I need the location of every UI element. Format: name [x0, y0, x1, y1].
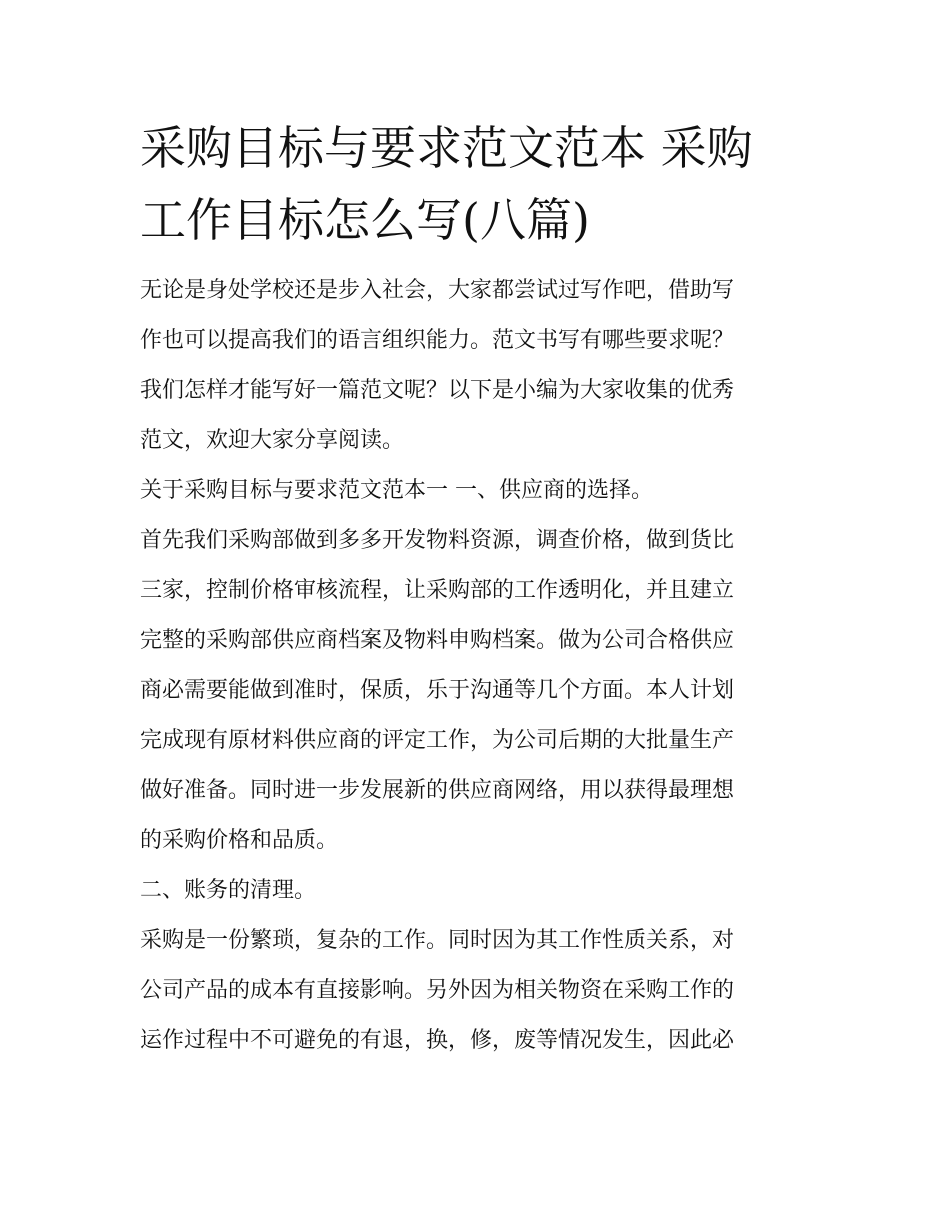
- text-line: 完成现有原材料供应商的评定工作，为公司后期的大批量生产: [140, 728, 735, 753]
- paragraph-section-heading-1: [140, 466, 812, 516]
- text-line: 做好准备。同时进一步发展新的供应商网络，用以获得最理想: [140, 778, 735, 803]
- text-line: 三家，控制价格审核流程，让采购部的工作透明化，并且建立: [140, 578, 735, 603]
- text-line: 采购是一份繁琐，复杂的工作。同时因为其工作性质关系，对: [140, 928, 735, 953]
- document-body: [140, 266, 812, 1066]
- document-content: [140, 112, 812, 1066]
- text-line: 运作过程中不可避免的有退，换，修，废等情况发生，因此必: [140, 1028, 735, 1053]
- text-line: 关于采购目标与要求范文范本一 一、供应商的选择。: [140, 478, 653, 503]
- title-line: 采购目标与要求范文范本 采购: [140, 121, 753, 175]
- text-line: 二、账务的清理。: [140, 878, 317, 903]
- text-line: 商必需要能做到准时，保质，乐于沟通等几个方面。本人计划: [140, 678, 735, 703]
- text-line: 无论是身处学校还是步入社会，大家都尝试过写作吧，借助写: [140, 278, 735, 303]
- text-line: 范文，欢迎大家分享阅读。: [140, 428, 405, 453]
- text-line: 公司产品的成本有直接影响。另外因为相关物资在采购工作的: [140, 978, 735, 1003]
- text-line: 我们怎样才能写好一篇范文呢？以下是小编为大家收集的优秀: [140, 378, 735, 403]
- text-line: 完整的采购部供应商档案及物料申购档案。做为公司合格供应: [140, 628, 735, 653]
- page-title: [140, 112, 812, 256]
- text-line: 首先我们采购部做到多多开发物料资源，调查价格，做到货比: [140, 528, 735, 553]
- paragraph-supplier-selection: [140, 516, 812, 866]
- text-line: 作也可以提高我们的语言组织能力。范文书写有哪些要求呢？: [140, 328, 735, 353]
- paragraph-section-heading-2: [140, 866, 812, 916]
- title-line: 工作目标怎么写(八篇): [140, 193, 590, 247]
- text-line: 的采购价格和品质。: [140, 828, 339, 853]
- paragraph-intro: [140, 266, 812, 466]
- paragraph-account-cleanup: [140, 916, 812, 1066]
